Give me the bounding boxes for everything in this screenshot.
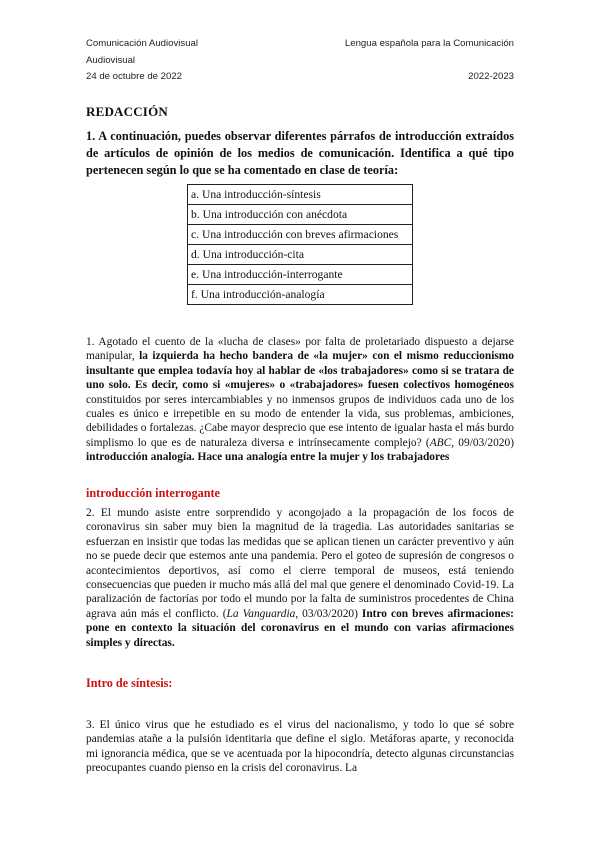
header-date: 24 de octubre de 2022	[86, 71, 183, 82]
header-course: Comunicación Audiovisual	[86, 38, 198, 49]
option-e: e. Una introducción-interrogante	[188, 265, 413, 285]
option-b: b. Una introducción con anécdota	[188, 205, 413, 225]
table-row	[188, 205, 413, 225]
option-f: f. Una introducción-analogía	[188, 285, 413, 305]
options-table	[187, 184, 413, 305]
question-text: 1. A continuación, puedes observar diferentes párrafos de introducción extraídos de artículos de opinión de los medios de comunicación. Identifica a qué tipo pertenecen según lo que se ha comentado en clase de teoría:	[86, 129, 514, 177]
table-row	[188, 265, 413, 285]
header-course-cont: Audiovisual	[86, 54, 136, 66]
page-header	[86, 36, 514, 86]
p1-answer: introducción analogía. Hace una analogía entre la mujer y los trabajadores	[86, 451, 450, 464]
p2-date: , 03/03/2020)	[295, 607, 358, 620]
option-a: a. Una introducción-síntesis	[188, 185, 413, 205]
p1-text-c: constituidos por seres intercambiables y no inmensos grupos de individuos cada uno de los cuales es único e irrepetible en su modo de entender la vida, sus problemas, ambiciones, debilidades o fortalezas. ¿Cabe mayor desprecio que ese intento de igualar hasta el más burdo simplismo lo que es de naturaleza diversa e intrínsecamente complejo? (	[86, 393, 514, 449]
p1-bold-highlight: la izquierda ha hecho bandera de «la mujer» con el mismo reduccionismo insultante que emplea todavía hoy al hablar de «los trabajadores» como si se tratara de uno solo. Es decir, como si «mujeres» o «trabajadores» fuesen colectivos homogéneos	[86, 350, 514, 392]
header-year: 2022-2023	[468, 71, 514, 82]
table-row	[188, 225, 413, 245]
p1-date: , 09/03/2020)	[451, 436, 514, 449]
paragraph-2	[86, 506, 514, 650]
table-row	[188, 245, 413, 265]
page-title: REDACCIÓN	[86, 104, 168, 119]
answer-label-1: introducción interrogante	[86, 486, 220, 500]
paragraph-1	[86, 335, 514, 465]
p2-text: 2. El mundo asiste entre sorprendido y acongojado a la propagación de los focos de coronavirus sin saber muy bien la magnitud de la tragedia. Las autoridades sanitarias se esfuerzan en insistir que todas las medidas que se aplican tienen un carácter preventivo y aún no se puede decir que estemos ante una pandemia. Pero el goteo de supresión de congresos o acontecimientos deportivos, así como el cierre temporal de museos, está teniendo consecuencias que pueden ir mucho más allá del mal que genere el denominado Covid-19. La paralización de factorías por todo el mundo por la falta de suministros procedentes de China agrava aún más el conflicto. (	[86, 507, 514, 620]
p1-source: ABC	[429, 436, 452, 449]
option-d: d. Una introducción-cita	[188, 245, 413, 265]
table-row	[188, 285, 413, 305]
p2-source: La Vanguardia	[226, 607, 296, 620]
paragraph-3: 3. El único virus que he estudiado es el virus del nacionalismo, y todo lo que sé sobre pandemias atañe a la pulsión identitaria que define el siglo. Metáforas aparte, y reconocida mi ignorancia médica, que se ve acentuada por la hipocondría, detecto algunas circunstancias preocupantes cuando pienso en la crisis del coronavirus. La	[86, 719, 514, 775]
table-row	[188, 185, 413, 205]
option-c: c. Una introducción con breves afirmaciones	[188, 225, 413, 245]
answer-label-2: Intro de síntesis:	[86, 676, 173, 690]
header-subject: Lengua española para la Comunicación	[344, 38, 514, 49]
p2-answer: Intro con breves afirmaciones: pone en contexto la situación del coronavirus en el mundo con varias afirmaciones simples y directas.	[86, 607, 514, 649]
p1-text-a: 1. Agotado el cuento de la «lucha de clases» por falta de proletariado dispuesto a dejarse manipular,	[86, 336, 514, 363]
